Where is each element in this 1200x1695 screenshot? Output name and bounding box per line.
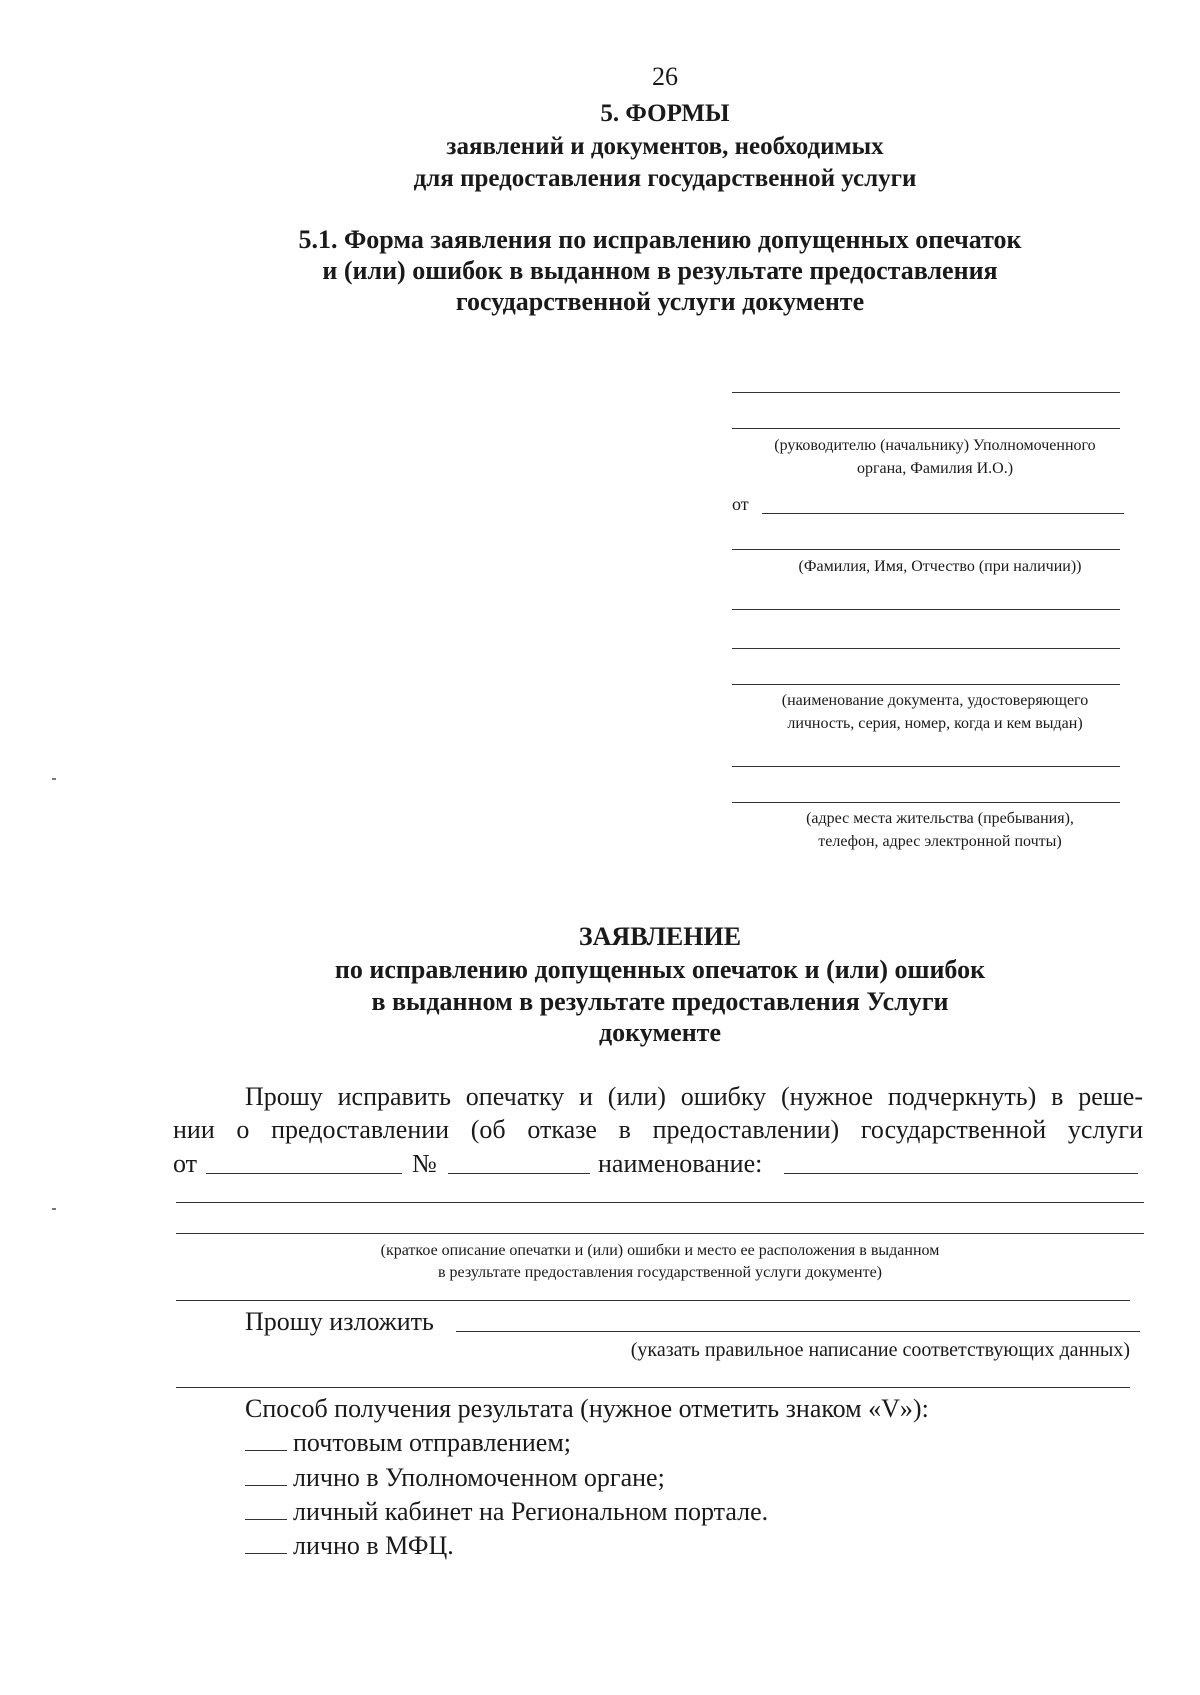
statement-subtitle-line2: в выданном в результате предоставления Услуги (371, 987, 949, 1016)
scan-speck (52, 1208, 56, 1210)
decision-number-label: № (412, 1149, 437, 1178)
checkbox-blank[interactable] (245, 1497, 287, 1520)
statement-subtitle-line3: документе (599, 1018, 721, 1047)
request-caption: (указать правильное написание соответствующих данных) (630, 1339, 1130, 1361)
correct-data-line-2[interactable] (176, 1387, 1130, 1388)
id-doc-caption-1: (наименование документа, удостоверяющего (781, 692, 1089, 709)
applicant-line-2 (732, 549, 1120, 550)
recipient-line-2 (732, 428, 1120, 429)
address-line-1 (732, 766, 1120, 767)
from-label: от (732, 494, 749, 514)
decision-from-label: от (173, 1149, 198, 1178)
checkbox-blank[interactable] (245, 1428, 287, 1451)
checkbox-blank[interactable] (245, 1463, 287, 1486)
name-caption: (Фамилия, Имя, Отчество (при наличии)) (798, 558, 1082, 575)
recipient-caption-1: (руководителю (начальнику) Уполномоченного (774, 437, 1096, 454)
request-label: Прошу изложить (245, 1307, 434, 1336)
id-doc-caption-2: личность, серия, номер, когда и кем выдан) (787, 715, 1083, 732)
address-caption-2: телефон, адрес электронной почты) (818, 833, 1062, 850)
decision-name-label: наименование: (598, 1149, 763, 1178)
id-doc-line-2 (732, 648, 1120, 649)
request-paragraph-line1: Прошу исправить опечатку и (или) ошибку (нужное подчеркнуть) в реше- (245, 1082, 1143, 1111)
section-title: 5. ФОРМЫ (600, 100, 730, 127)
error-caption-1: (краткое описание опечатки и (или) ошибки и место ее расположения в выданном (380, 1242, 940, 1259)
decision-date-field[interactable] (206, 1173, 402, 1174)
correct-data-field[interactable] (456, 1331, 1140, 1332)
request-paragraph-line2: нии о предоставлении (об отказе в предоставлении) государственной услуги (173, 1115, 1143, 1144)
address-caption-1: (адрес места жительства (пребывания), (806, 810, 1074, 827)
decision-name-field[interactable] (784, 1173, 1138, 1174)
checkbox-blank[interactable] (245, 1531, 287, 1554)
delivery-option-authority[interactable]: лично в Уполномоченном органе; (245, 1461, 665, 1494)
form-title-line3: государственной услуги документе (455, 287, 865, 316)
page-number: 26 (652, 62, 678, 91)
address-line-2 (732, 802, 1120, 803)
statement-subtitle-line1: по исправлению допущенных опечаток и (или) ошибок (334, 955, 986, 984)
error-caption-2: в результате предоставления государственной услуги документе) (438, 1264, 882, 1281)
form-title-line2: и (или) ошибок в выданном в результате предоставления (322, 256, 998, 285)
id-doc-line-3 (732, 684, 1120, 685)
error-description-line-2[interactable] (176, 1233, 1144, 1234)
delivery-intro: Способ получения результата (нужное отметить знаком «V»): (245, 1394, 929, 1423)
form-title-line1: 5.1. Форма заявления по исправлению допущенных опечаток (298, 225, 1022, 254)
statement-title: ЗАЯВЛЕНИЕ (578, 922, 742, 951)
section-subtitle-line1: заявлений и документов, необходимых (446, 133, 884, 160)
recipient-line-1 (732, 392, 1120, 393)
applicant-line-1 (762, 513, 1124, 514)
delivery-option-mfc[interactable]: лично в МФЦ. (245, 1529, 454, 1562)
scan-speck (52, 778, 56, 780)
delivery-option-post[interactable]: почтовым отправлением; (245, 1426, 571, 1459)
decision-number-field[interactable] (448, 1173, 590, 1174)
error-description-line-1[interactable] (176, 1202, 1144, 1203)
delivery-option-portal[interactable]: личный кабинет на Региональном портале. (245, 1495, 768, 1528)
id-doc-line-1 (732, 609, 1120, 610)
section-subtitle-line2: для предоставления государственной услуги (413, 165, 917, 192)
error-description-line-3[interactable] (176, 1300, 1130, 1301)
recipient-caption-2: органа, Фамилия И.О.) (856, 460, 1014, 477)
